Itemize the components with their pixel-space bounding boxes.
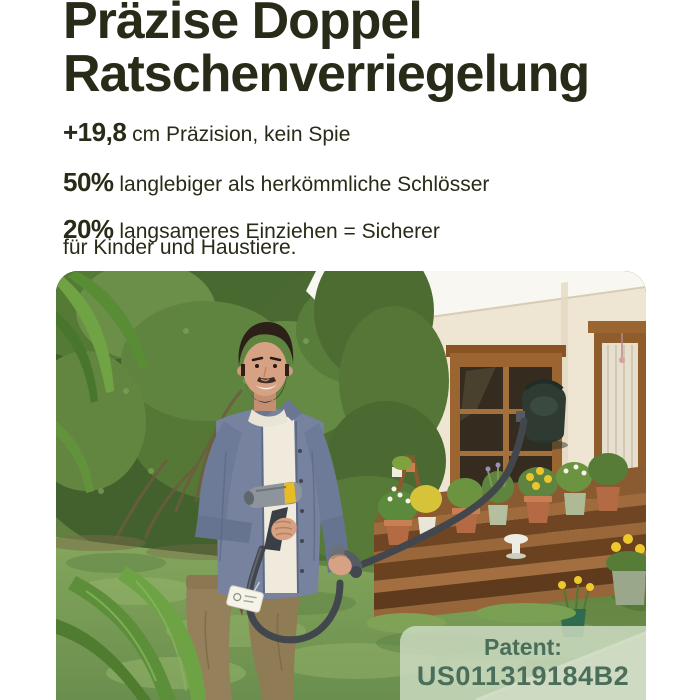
- feature-durability-value: 50%: [63, 167, 114, 197]
- feature-retraction-text: langsameres Einziehen = Sicherer: [113, 220, 440, 243]
- headline-line-1: Präzise Doppel: [63, 0, 422, 50]
- feature-retraction-text-2: für Kinder und Haustiere.: [63, 236, 297, 259]
- feature-retraction-value: 20%: [63, 214, 114, 244]
- patent-badge: [400, 626, 646, 700]
- feature-precision: [63, 119, 350, 145]
- page-title: [63, 0, 589, 101]
- product-photo: [56, 271, 646, 700]
- headline-line-2: Ratschenverriegelung: [63, 45, 590, 103]
- patent-number: US011319184B2: [416, 661, 630, 691]
- feature-precision-value: +19,8: [63, 117, 127, 147]
- feature-durability-text: langlebiger als herkömmliche Schlösser: [113, 173, 490, 196]
- patent-label: Patent:: [484, 634, 562, 660]
- feature-durability: [63, 169, 489, 195]
- feature-precision-text: cm Präzision, kein Spie: [126, 123, 351, 146]
